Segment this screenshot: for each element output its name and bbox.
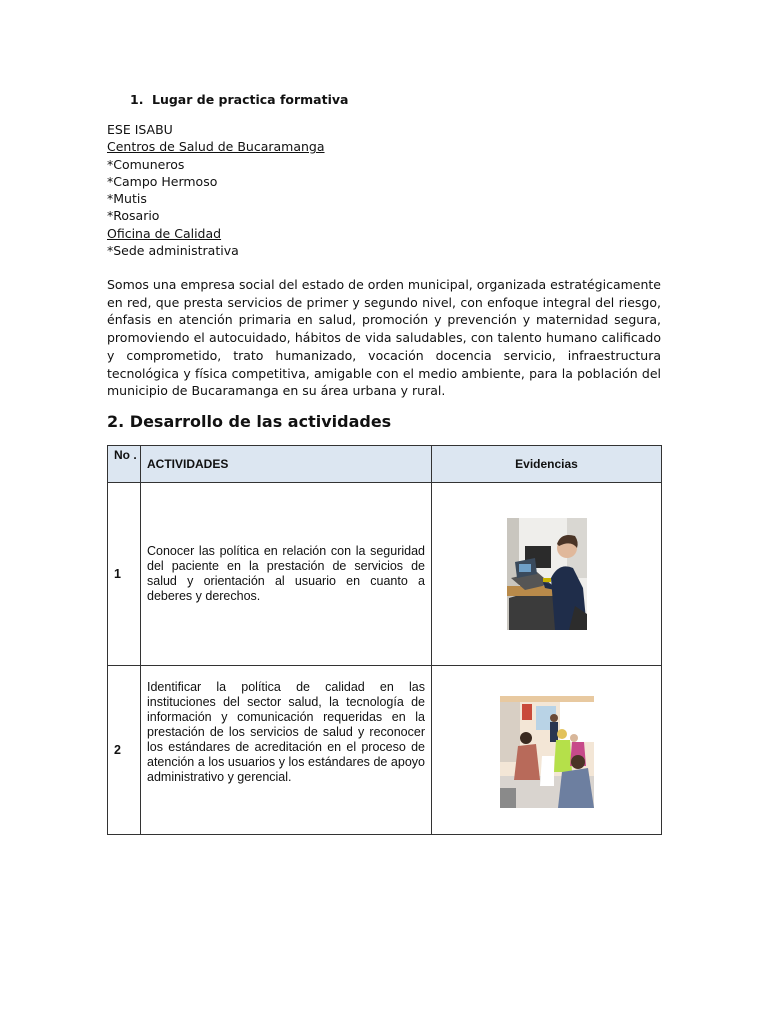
activity-text: Conocer las política en relación con la seguridad del paciente en la prestación de servicios de salud y orientación al usuario en cuanto a deberes y derechos. <box>141 483 432 666</box>
section1-title: Lugar de practica formativa <box>152 92 349 107</box>
activity-text: Identificar la política de calidad en las instituciones del sector salud, la tecnología de información y comunicación requeridas en la prestación de los servicios de salud y reconocer los estándares de acreditación en el proceso de atención a los usuarios y los estándares de apoyo administrativo y gerencial. <box>141 666 432 835</box>
org-name: ESE ISABU <box>107 122 173 137</box>
evidence-photo-waiting-room <box>500 676 594 808</box>
table-header-row <box>108 446 662 483</box>
table-row <box>108 483 662 666</box>
row-number: 1 <box>108 483 141 666</box>
location-list <box>107 121 325 259</box>
section1-heading <box>130 92 348 107</box>
centro-item: *Comuneros <box>107 156 185 172</box>
mission-paragraph: Somos una empresa social del estado de orden municipal, organizada estratégicamente en red, que presta servicios de primer y segundo nivel, con enfoque integral del riesgo, énfasis en atención primaria en salud, promoción y prevención y maternidad segura, promoviendo el autocuidado, hábitos de vida saludables, con talento humano calificado y comprometido, trato humanizado, vocación docencia servicio, infraestructura tecnológica y física competitiva, amigable con el medio ambiente, para la población del municipio de Bucaramanga en su área urbana y rural. <box>107 277 661 399</box>
table-row <box>108 666 662 835</box>
evidence-cell <box>432 666 662 835</box>
header-no: No . <box>108 446 141 483</box>
header-evidence: Evidencias <box>432 446 662 483</box>
row-number: 2 <box>108 666 141 835</box>
centros-title: Centros de Salud de Bucaramanga <box>107 139 325 155</box>
centro-item: *Campo Hermoso <box>107 173 218 189</box>
centro-item: *Rosario <box>107 208 160 224</box>
header-activities: ACTIVIDADES <box>141 446 432 483</box>
evidence-photo-laptop <box>507 518 587 630</box>
oficina-item: *Sede administrativa <box>107 243 239 259</box>
centro-item: *Mutis <box>107 191 147 207</box>
section1-number: 1. <box>130 92 144 107</box>
section2-heading: 2. Desarrollo de las actividades <box>107 412 392 431</box>
oficina-title: Oficina de Calidad <box>107 225 222 241</box>
evidence-cell <box>432 483 662 666</box>
activities-table <box>107 445 662 835</box>
